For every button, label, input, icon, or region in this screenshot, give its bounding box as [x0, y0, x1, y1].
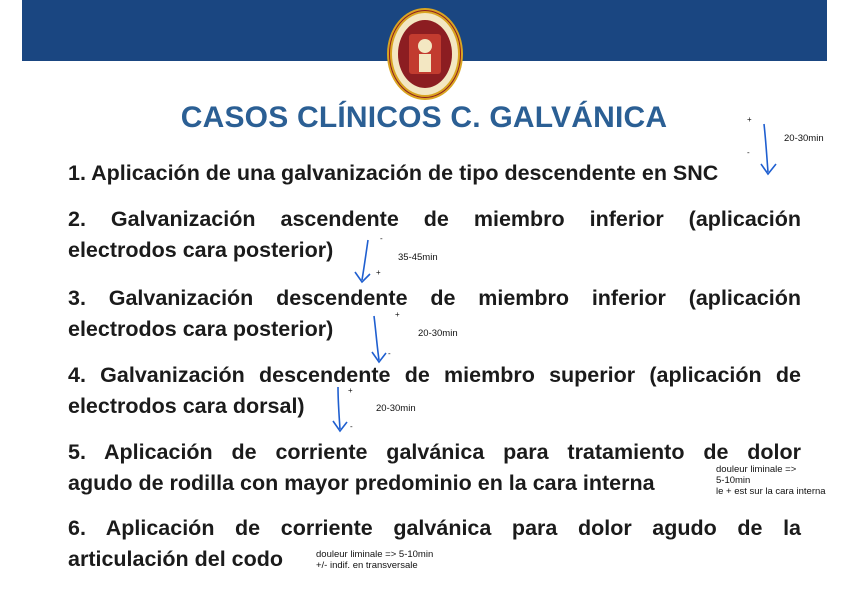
electrode-sign-negative: -	[380, 234, 383, 243]
case-text: 1. Aplicación de una galvanización de tipo descendente en SNC	[68, 161, 719, 185]
case-text-line2: electrodos cara dorsal)	[68, 394, 305, 418]
case-text-line2: agudo de rodilla con mayor predominio en la cara interna	[68, 471, 655, 495]
electrode-sign-positive: +	[747, 115, 752, 124]
electrode-sign-negative: -	[747, 148, 750, 157]
electrode-sign-positive: +	[376, 268, 381, 277]
university-seal-icon	[385, 4, 465, 104]
case-item	[68, 513, 801, 575]
electrode-sign-negative: -	[350, 422, 353, 431]
clinical-note	[716, 464, 826, 497]
clinical-note	[316, 549, 433, 571]
clinical-note-line: 5-10min	[716, 475, 751, 486]
case-text-line1: 4. Galvanización descendente de miembro superior (aplicación de	[68, 363, 801, 387]
case-item	[68, 360, 801, 422]
clinical-note-line: douleur liminale =>	[716, 464, 797, 475]
duration-note: 20-30min	[376, 403, 416, 414]
duration-note: 20-30min	[418, 328, 458, 339]
clinical-note-line: le + est sur la cara interna	[716, 486, 826, 497]
case-item	[68, 437, 801, 499]
duration-note: 20-30min	[784, 133, 824, 144]
down-arrow-icon	[756, 122, 786, 182]
down-arrow-icon	[330, 385, 360, 440]
case-text-line2: electrodos cara posterior)	[68, 238, 334, 262]
clinical-note-line: douleur liminale => 5-10min	[316, 549, 434, 560]
case-text-line1: 3. Galvanización descendente de miembro inferior (aplicación	[68, 286, 801, 310]
electrode-sign-negative: -	[388, 349, 391, 358]
case-item	[68, 158, 801, 189]
page-title: CASOS CLÍNICOS C. GALVÁNICA	[180, 101, 668, 134]
electrode-sign-positive: +	[395, 310, 400, 319]
down-arrow-icon	[352, 238, 382, 288]
case-text-line1: 5. Aplicación de corriente galvánica para tratamiento de dolor	[68, 440, 801, 464]
electrode-sign-positive: +	[348, 386, 353, 395]
clinical-note-line: +/- indif. en transversale	[316, 560, 418, 571]
duration-note: 35-45min	[398, 252, 438, 263]
case-text-line1: 2. Galvanización ascendente de miembro inferior (aplicación	[68, 207, 801, 231]
case-text-line1: 6. Aplicación de corriente galvánica para dolor agudo de la	[68, 516, 801, 540]
case-text-line2: electrodos cara posterior)	[68, 317, 334, 341]
down-arrow-icon	[368, 314, 398, 369]
case-text-line2: articulación del codo	[68, 547, 284, 571]
